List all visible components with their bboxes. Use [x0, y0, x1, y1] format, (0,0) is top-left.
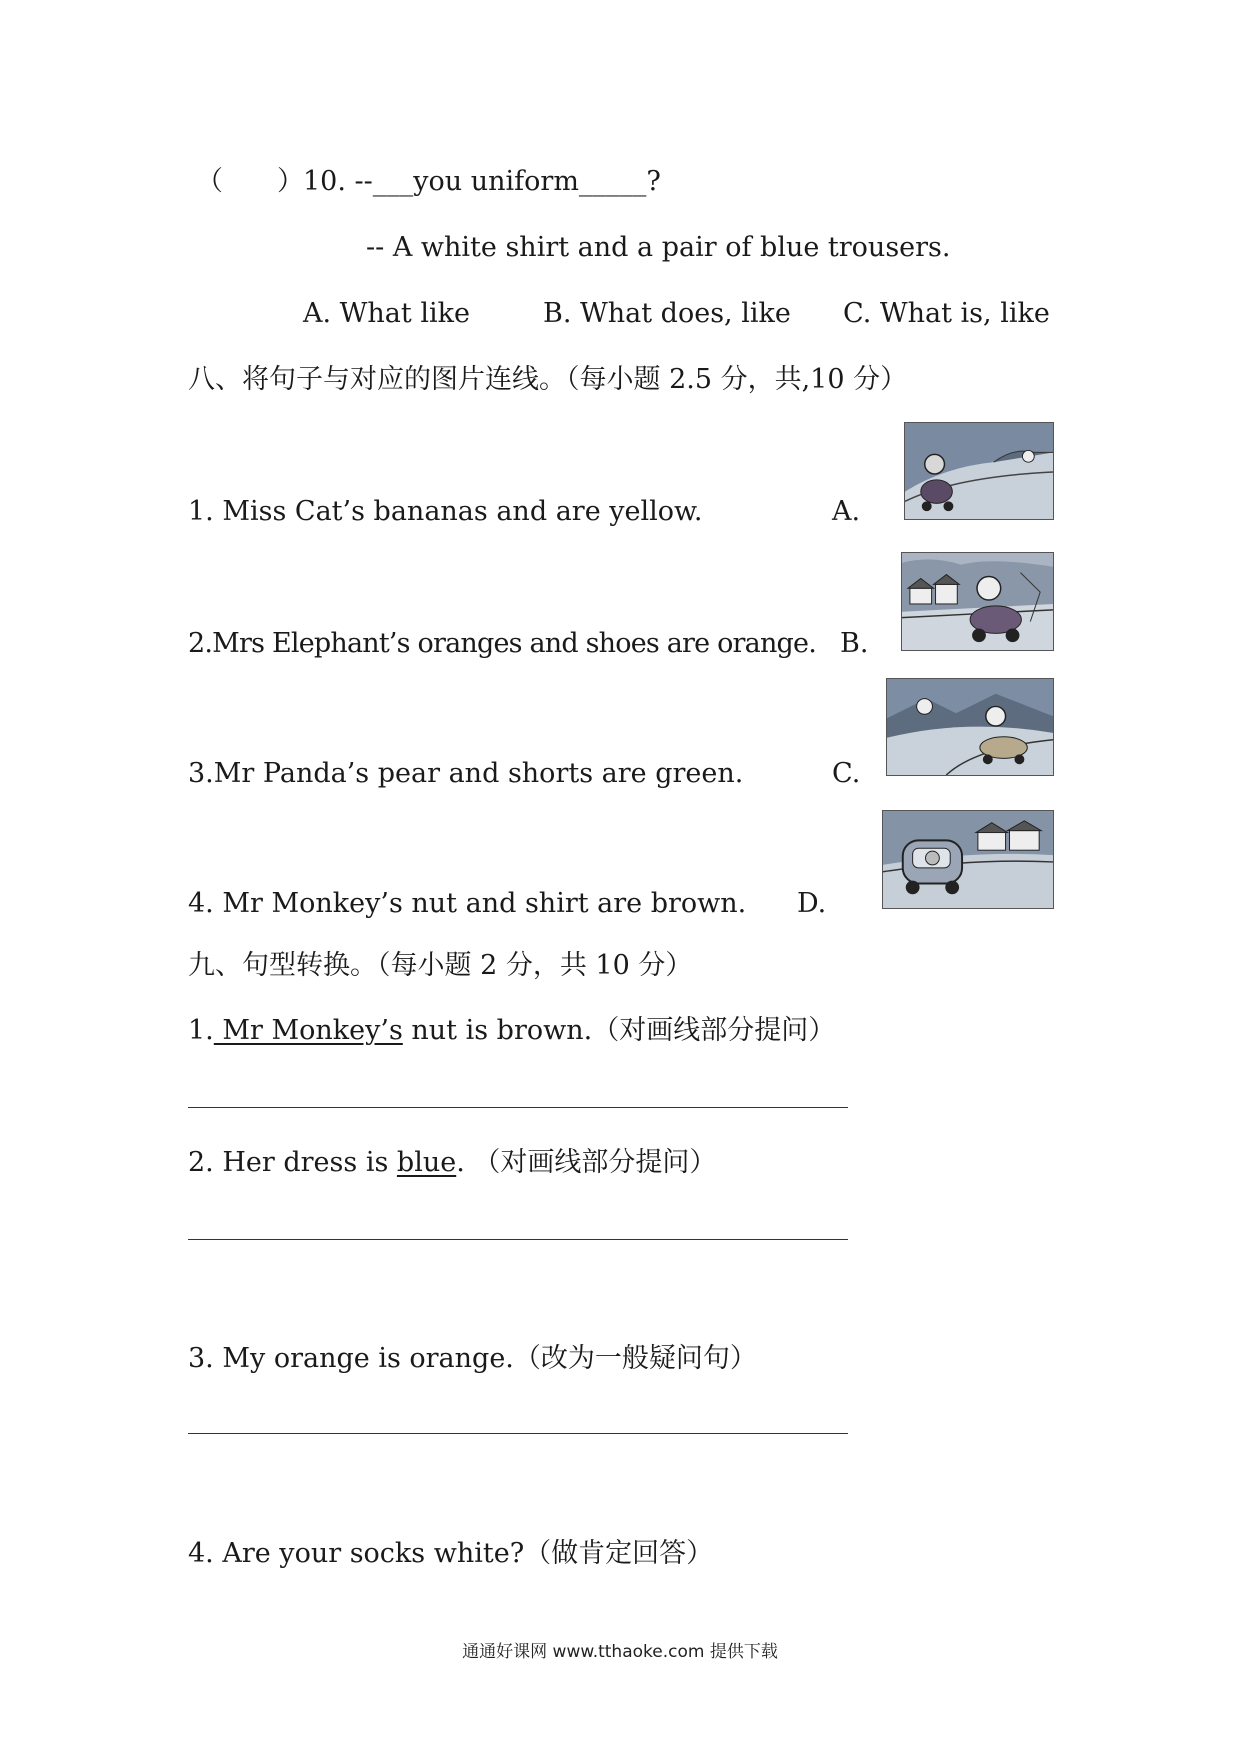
- q10-option-c: C. What is, like: [843, 298, 1050, 329]
- rewrite-question-2: [188, 1147, 716, 1179]
- match-letter-b: B.: [840, 628, 869, 659]
- match-letter-c: C.: [832, 758, 861, 789]
- cow-car-village-picture: [901, 552, 1054, 651]
- match-letter-d: D.: [797, 888, 827, 919]
- q10-bracket: （ ）: [196, 166, 304, 197]
- match-sentence-1: 1. Miss Cat’s bananas and are yellow.: [188, 496, 703, 527]
- rewrite-1-underlined: Mr Monkey’s: [213, 1015, 403, 1046]
- q10-option-b: B. What does, like: [543, 298, 791, 329]
- section9-title: 九、句型转换。（每小题 2 分，共 10 分）: [188, 950, 693, 981]
- q10-answer-line: -- A white shirt and a pair of blue trousers.: [366, 232, 951, 263]
- match-letter-a: A.: [832, 496, 861, 527]
- rewrite-2-underlined: blue: [396, 1147, 457, 1178]
- match-sentence-3: 3.Mr Panda’s pear and shorts are green.: [188, 758, 744, 789]
- q10-question: 10. --___you uniform_____?: [303, 166, 661, 197]
- rewrite-question-4: 4. Are your socks white?（做肯定回答）: [188, 1538, 714, 1569]
- rewrite-question-1: [188, 1015, 835, 1047]
- elephant-bus-village-picture: [882, 810, 1054, 909]
- rewrite-question-3: 3. My orange is orange.（改为一般疑问句）: [188, 1343, 757, 1374]
- section8-title: 八、将句子与对应的图片连线。（每小题 2.5 分，共,10 分）: [188, 364, 908, 395]
- match-sentence-4: 4. Mr Monkey’s nut and shirt are brown.: [188, 888, 747, 919]
- answer-line-3[interactable]: [188, 1433, 848, 1434]
- match-sentence-2: 2.Mrs Elephant’s oranges and shoes are orange.: [188, 628, 816, 659]
- rewrite-2-prefix: 2. Her dress is: [188, 1147, 397, 1178]
- answer-line-1[interactable]: [188, 1107, 848, 1108]
- q10-option-a: A. What like: [303, 298, 470, 329]
- answer-line-2[interactable]: [188, 1239, 848, 1240]
- rewrite-1-rest: nut is brown.（对画线部分提问）: [402, 1015, 836, 1046]
- monkey-scooter-picture: [904, 422, 1054, 520]
- rewrite-1-number: 1.: [188, 1015, 214, 1046]
- panda-car-mountain-picture: [886, 678, 1054, 776]
- footer-source: 通通好课网 www.tthaoke.com 提供下载: [462, 1642, 778, 1662]
- rewrite-2-rest: . （对画线部分提问）: [456, 1147, 717, 1178]
